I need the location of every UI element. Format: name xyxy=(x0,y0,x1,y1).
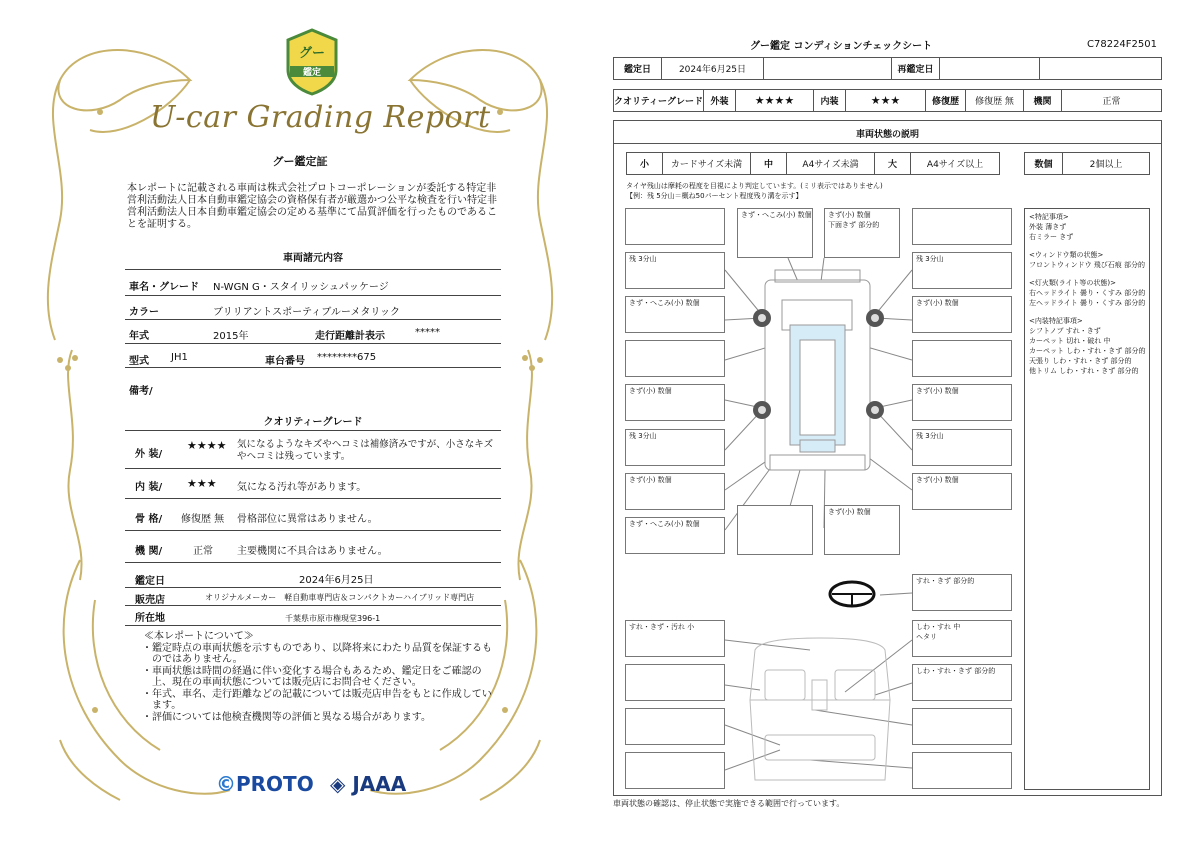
special-spacer xyxy=(1029,270,1145,278)
special-line: <内装特記事項> xyxy=(1029,317,1083,325)
mileage-label: 走行距離計表示 xyxy=(315,331,385,342)
damage-box: きず(小) 数個 xyxy=(824,505,900,555)
frame-value: 修復歴 無 xyxy=(181,514,225,525)
sheet-date-label: 鑑定日 xyxy=(614,58,662,79)
sheet-engine-label: 機関 xyxy=(1024,90,1062,111)
damage-box xyxy=(912,340,1012,377)
damage-box: きず・へこみ(小) 数個 xyxy=(625,517,725,554)
spec-row-year xyxy=(125,320,501,344)
redate-label: 再鑑定日 xyxy=(892,58,940,79)
special-notes xyxy=(1024,208,1150,790)
footer-row-dealer xyxy=(125,588,501,606)
tire-example: 【例：残 5分山＝概ね50パーセント程度残り溝を示す】 xyxy=(626,192,803,200)
interior-box: しわ・すれ 中 ヘタリ xyxy=(912,620,1012,657)
engine-label: 機 関/ xyxy=(135,546,163,557)
name-label: 車名・グレード xyxy=(129,282,199,293)
damage-box: きず・へこみ(小) 数個 xyxy=(625,296,725,333)
footer-row-date xyxy=(125,568,501,588)
damage-box: 残 3分山 xyxy=(625,252,725,289)
repair-value: 修復歴 無 xyxy=(966,90,1024,111)
special-line: <特記事項> xyxy=(1029,213,1069,221)
spec-row-model xyxy=(125,344,501,368)
address-value: 千葉県市原市権現堂396-1 xyxy=(285,614,381,623)
legend-medium: 中 xyxy=(751,153,787,174)
sheet-date-value: 2024年6月25日 xyxy=(662,58,764,79)
special-line: 右ミラー きず xyxy=(1029,233,1074,241)
legend-large-desc: A4サイズ以上 xyxy=(926,160,984,170)
address-label: 所在地 xyxy=(135,613,165,624)
legend-small: 小 xyxy=(627,153,663,174)
quality-row-frame xyxy=(125,499,501,531)
damage-box: きず(小) 数個 xyxy=(912,296,1012,333)
damage-box xyxy=(625,340,725,377)
legend-count-desc: 2個以上 xyxy=(1089,160,1123,170)
special-line: 他トリム しわ・すれ・きず 部分的 xyxy=(1029,367,1139,375)
exterior-label: 外 装/ xyxy=(135,449,163,460)
special-spacer xyxy=(1029,242,1145,250)
jaaa-logo: ◈ JAAA xyxy=(330,772,407,796)
sheet-exterior-label: 外装 xyxy=(704,90,736,111)
special-line: <灯火類(ライト等の状態)> xyxy=(1029,279,1116,287)
frame-label: 骨 格/ xyxy=(135,514,163,525)
note-item: ・車両状態は時間の経過に伴い変化する場合もあるため、鑑定日をご確認の上、現在の車両状態については販売店にお問合せください。 xyxy=(142,665,482,688)
legend-large: 大 xyxy=(875,153,911,174)
interior-box xyxy=(625,664,725,701)
spec-title: 車両諸元内容 xyxy=(283,253,343,264)
sheet-interior-label: 内装 xyxy=(814,90,846,111)
color-label: カラー xyxy=(129,307,159,318)
note-item: ・年式、車名、走行距離などの記載については販売店申告をもとに作成しています。 xyxy=(142,688,492,711)
goo-badge xyxy=(288,30,336,94)
special-line: 天張り しわ・すれ・きず 部分的 xyxy=(1029,357,1132,365)
quality-label: クオリティーグレード xyxy=(614,90,704,111)
year-value: 2015年 xyxy=(213,331,249,342)
dealer-value: オリジナルメーカー 軽自動車専門店＆コンパクトカーハイブリッド専門店 xyxy=(205,593,475,602)
interior-box xyxy=(625,708,725,745)
date-value: 2024年6月25日 xyxy=(299,575,374,586)
damage-box: 残 3分山 xyxy=(625,429,725,466)
badge-top-text: グー xyxy=(298,46,325,61)
color-value: ブリリアントスポーティブルーメタリック xyxy=(213,307,400,318)
note-item: ・評価については他検査機関等の評価と異なる場合があります。 xyxy=(142,711,431,723)
damage-box: 残 3分山 xyxy=(912,252,1012,289)
special-line: シフトノブ すれ・きず xyxy=(1029,327,1101,335)
damage-box xyxy=(737,505,813,555)
proto-logo: ©PROTO xyxy=(216,772,314,796)
damage-box xyxy=(912,208,1012,245)
special-line: カーペット 切れ・破れ 中 xyxy=(1029,337,1111,345)
damage-box: きず(小) 数個 xyxy=(625,384,725,421)
chassis-value: ********675 xyxy=(317,352,377,363)
interior-box xyxy=(912,752,1012,789)
interior-box xyxy=(625,752,725,789)
interior-box xyxy=(912,708,1012,745)
condition-check-sheet xyxy=(600,0,1200,848)
legend-count: 数個 xyxy=(1025,153,1063,174)
note-item: ・鑑定時点の車両状態を示すものであり、以降将来にわたり品質を保証するものではありません。 xyxy=(142,642,492,665)
notes-title: ≪本レポートについて≫ xyxy=(144,631,254,642)
certificate-intro: 本レポートに記載される車両は株式会社プロトコーポレーションが委託する特定非営利活動法人日本自動車鑑定協会の資格保有者が厳選かつ公平な検査を行い特定非営利活動法人日本自動車鑑定協会の定める基準にて品質評価を行ったものであることを証明する。 xyxy=(127,183,497,230)
dealer-label: 販売店 xyxy=(135,595,165,606)
special-line: 右ヘッドライト 曇り・くすみ 部分的 xyxy=(1029,289,1146,297)
special-line: 外装 薄きず xyxy=(1029,223,1067,231)
steering-wheel-icon xyxy=(830,582,874,606)
sheet-code: C78224F2501 xyxy=(1087,39,1157,50)
footer-row-address xyxy=(125,606,501,626)
exterior-stars: ★★★★ xyxy=(187,439,227,452)
quality-row-interior xyxy=(125,469,501,499)
model-label: 型式 xyxy=(129,356,149,367)
special-spacer xyxy=(1029,308,1145,316)
interior-stars: ★★★ xyxy=(187,477,217,490)
engine-value: 正常 xyxy=(193,546,213,557)
interior-label: 内 装/ xyxy=(135,482,163,493)
special-line: 左ヘッドライト 曇り・くすみ 部分的 xyxy=(1029,299,1146,307)
sheet-footnote: 車両状態の確認は、停止状態で実施できる範囲で行っています。 xyxy=(613,799,845,808)
certificate-heading: グー鑑定証 xyxy=(272,155,328,168)
report-notes xyxy=(140,631,500,723)
quality-title: クオリティーグレード xyxy=(263,417,363,428)
legend-medium-desc: A4サイズ未満 xyxy=(787,153,875,174)
tire-note: タイヤ残山は摩耗の程度を目視により判定しています。(ミリ表示ではありません) xyxy=(626,182,883,190)
sheet-exterior-stars: ★★★★ xyxy=(736,90,814,111)
engine-text: 主要機関に不具合はありません。 xyxy=(237,546,388,557)
repair-label: 修復歴 xyxy=(926,90,966,111)
special-line: フロントウィンドウ 飛び石痕 部分的 xyxy=(1029,261,1146,269)
spec-row-remarks xyxy=(125,368,501,398)
quality-top-rule xyxy=(125,430,501,431)
damage-box: きず(小) 数個 xyxy=(625,473,725,510)
legend-small-desc: カードサイズ未満 xyxy=(663,153,751,174)
report-title: U-car Grading Report xyxy=(150,100,491,135)
damage-box: きず(小) 数個 下面きず 部分的 xyxy=(824,208,900,258)
interior-box: しわ・すれ・きず 部分的 xyxy=(912,664,1012,701)
remarks-label: 備考/ xyxy=(129,386,153,397)
spec-row-color xyxy=(125,296,501,320)
spec-top-rule xyxy=(125,269,501,270)
spec-row-name xyxy=(125,272,501,296)
exterior-text: 気になるようなキズやヘコミは補修済みですが、小さなキズやヘコミは残っています。 xyxy=(237,439,494,462)
special-line: <ウィンドウ類の状態> xyxy=(1029,251,1104,259)
car-interior-view xyxy=(750,638,890,780)
quality-row-exterior xyxy=(125,433,501,469)
interior-box: すれ・きず・汚れ 小 xyxy=(625,620,725,657)
chassis-label: 車台番号 xyxy=(265,356,305,367)
sheet-interior-stars: ★★★ xyxy=(846,90,926,111)
damage-box: 残 3分山 xyxy=(912,429,1012,466)
interior-text: 気になる汚れ等があります。 xyxy=(237,482,367,493)
special-line: カーペット しわ・すれ・きず 部分的 xyxy=(1029,347,1146,355)
damage-box: きず・へこみ(小) 数個 xyxy=(737,208,813,258)
steering-box: すれ・きず 部分的 xyxy=(912,574,1012,611)
mileage-value: ***** xyxy=(415,327,440,338)
damage-box: きず(小) 数個 xyxy=(912,473,1012,510)
sheet-engine-value: 正常 xyxy=(1102,97,1121,107)
damage-box: きず(小) 数個 xyxy=(912,384,1012,421)
badge-bottom-text: 鑑定 xyxy=(302,68,321,78)
year-label: 年式 xyxy=(129,331,149,342)
damage-box xyxy=(625,208,725,245)
state-title: 車両状態の説明 xyxy=(855,130,919,140)
frame-text: 骨格部位に異常はありません。 xyxy=(237,514,378,525)
car-top-view xyxy=(765,270,870,470)
model-value: JH1 xyxy=(171,352,188,363)
sheet-title: グー鑑定 コンディションチェックシート xyxy=(750,41,933,52)
name-value: N-WGN G・スタイリッシュパッケージ xyxy=(213,282,389,293)
date-label: 鑑定日 xyxy=(135,576,165,587)
quality-row-engine xyxy=(125,531,501,563)
